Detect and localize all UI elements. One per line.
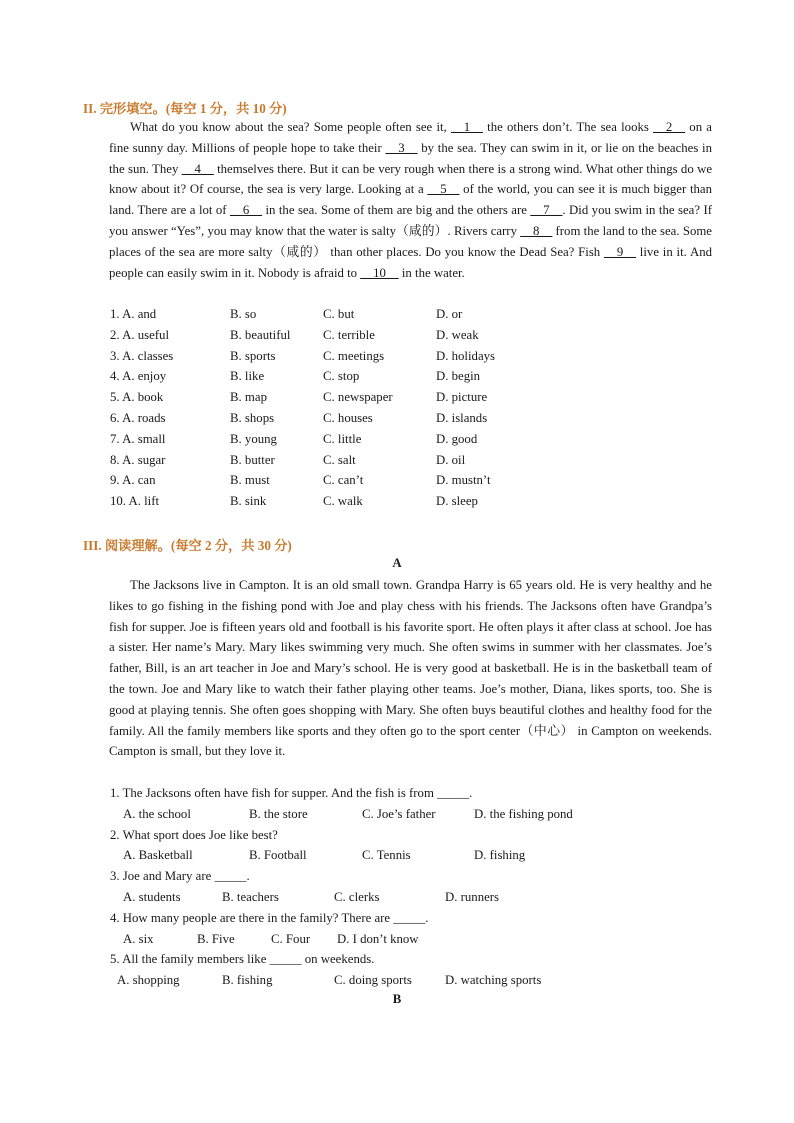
option-choice: D. picture — [436, 390, 488, 405]
answer-choice: B. the store — [249, 806, 308, 821]
answer-blank: __7__ — [530, 203, 563, 218]
option-choice: D. islands — [436, 411, 488, 425]
answer-choice: B. fishing — [222, 973, 273, 988]
answer-choice: A. shopping — [117, 973, 180, 988]
option-choice: 4. A. enjoy — [110, 369, 167, 384]
option-choice: B. young — [230, 431, 277, 446]
option-choice: D. sleep — [436, 494, 478, 509]
option-choice: 7. A. small — [110, 431, 166, 446]
question-text: 1. The Jacksons often have fish for supper. And the fish is from _____. — [110, 786, 473, 800]
answer-choice: C. clerks — [334, 890, 380, 904]
passage-text: on a fine sunny day. Millions of people hope to take their — [109, 120, 712, 155]
option-choice: 2. A. useful — [110, 327, 170, 342]
passage-text: in the water. — [398, 265, 465, 280]
answer-choice: A. students — [123, 890, 181, 904]
option-choice: C. walk — [323, 494, 363, 509]
option-choice: 9. A. can — [110, 473, 156, 488]
option-choice: C. newspaper — [323, 390, 393, 405]
option-choice: 5. A. book — [110, 390, 164, 405]
passage-text: live in it. And people can easily swim in it. Nobody is afraid to — [109, 244, 712, 280]
cloze-passage — [109, 117, 712, 283]
passage-text: from the land to the sea. Some places of the sea are more salty（咸的） than other places. Do you know the Dead Sea? Fish — [109, 223, 712, 259]
answer-choice: C. Four — [271, 931, 311, 946]
question-text: 2. What sport does Joe like best? — [110, 827, 278, 842]
passage-b-label: B — [392, 992, 402, 1006]
option-choice: B. must — [230, 473, 270, 488]
reading-passage-a: The Jacksons live in Campton. It is an old small town. Grandpa Harry is 65 years old. He is very healthy and he likes to go fishing in the fishing pond with Joe and play chess with his friends. The Jacksons often have Grandpa’s fish for supper. Joe is fifteen years old and football is his favorite sport. He often plays it after class at school. Joe has a sister. Her name’s Mary. Mary likes swimming very much. She often swims in summer with her classmates. Joe’s father, Bill, is an art teacher in Joe and Mary’s school. He is very good at basketball. He is in the basketball team of the town. Joe and Mary like to watch their father playing other teams. Joe’s mother, Diana, likes sports, too. She is good at playing tennis. She often goes shopping with Mary. She often buys beautiful clothes and healthy food for the family. All the family members like sports and they often go to the sport center（中心） in Campton on weekends. Campton is small, but they love it. — [109, 578, 712, 759]
passage-a-label: A — [392, 556, 402, 570]
option-choice: C. little — [323, 431, 362, 446]
answer-choice: A. the school — [123, 806, 191, 821]
option-choice: D. begin — [436, 369, 481, 384]
answer-blank: __9__ — [604, 244, 637, 259]
option-choice: B. beautiful — [230, 327, 291, 342]
answer-choice: C. doing sports — [334, 973, 412, 988]
answer-blank: __8__ — [520, 223, 553, 238]
passage-text: . Did you swim in the sea? If you answer “Yes”, you may know that the water is salty（咸的）. Rivers carry — [109, 203, 712, 238]
option-choice: C. terrible — [323, 327, 375, 342]
option-choice: 10. A. lift — [110, 494, 160, 509]
section-2-title: II. 完形填空。(每空 1 分，共 10 分) — [83, 101, 287, 116]
answer-blank: __4__ — [181, 161, 214, 176]
answer-choice: A. Basketball — [123, 848, 193, 863]
passage-text: in the sea. Some of them are big and the others are — [262, 203, 531, 218]
answer-blank: __1__ — [450, 120, 483, 134]
option-choice: B. shops — [230, 411, 275, 425]
section-3-title: III. 阅读理解。(每空 2 分，共 30 分) — [83, 538, 292, 553]
answer-blank: __5__ — [427, 182, 460, 197]
passage-text: themselves there. But it can be very rough when there is a strong wind. What other things do we know about it? Of course, the sea is very large. Looking at a — [109, 161, 712, 197]
option-choice: 1. A. and — [110, 307, 157, 321]
option-choice: C. meetings — [323, 348, 385, 363]
option-choice: B. sports — [230, 348, 276, 363]
answer-choice: A. six — [123, 931, 154, 946]
option-choice: D. oil — [436, 452, 466, 467]
answer-blank: __10__ — [360, 265, 399, 280]
option-choice: 6. A. roads — [110, 411, 166, 425]
answer-choice: C. Joe’s father — [362, 806, 436, 821]
option-choice: C. but — [323, 307, 355, 321]
answer-blank: __3__ — [385, 140, 418, 155]
question-text: 5. All the family members like _____ on weekends. — [110, 952, 375, 967]
answer-blank: __6__ — [230, 203, 263, 218]
answer-blank: __2__ — [653, 120, 686, 134]
answer-choice: D. runners — [445, 890, 500, 904]
answer-choice: D. the fishing pond — [474, 806, 573, 821]
option-choice: B. like — [230, 369, 265, 384]
answer-choice: D. I don’t know — [337, 931, 419, 946]
answer-choice: B. Football — [249, 848, 307, 863]
option-choice: B. map — [230, 390, 267, 405]
option-choice: B. sink — [230, 494, 267, 509]
passage-text: the others don’t. The sea looks — [482, 120, 654, 134]
option-choice: 8. A. sugar — [110, 452, 166, 467]
answer-choice: C. Tennis — [362, 848, 411, 863]
answer-choice: D. watching sports — [445, 973, 542, 988]
option-choice: C. can’t — [323, 473, 364, 488]
option-choice: D. holidays — [436, 348, 496, 363]
option-choice: D. good — [436, 431, 478, 446]
option-choice: D. or — [436, 307, 463, 321]
answer-choice: D. fishing — [474, 848, 526, 863]
passage-text: of the world, you can see it is much bigger than land. There are a lot of — [109, 182, 713, 218]
question-text: 4. How many people are there in the family? There are _____. — [110, 910, 429, 925]
option-choice: D. mustn’t — [436, 473, 491, 488]
option-choice: C. houses — [323, 411, 373, 425]
answer-choice: B. Five — [197, 931, 235, 946]
option-choice: C. stop — [323, 369, 360, 384]
passage-text: What do you know about the sea? Some people often see it, — [130, 120, 451, 134]
option-choice: 3. A. classes — [110, 348, 174, 363]
answer-choice: B. teachers — [222, 890, 279, 904]
option-choice: D. weak — [436, 327, 479, 342]
passage-text: by the sea. They can swim in it, or lie on the beaches in the sun. They — [109, 140, 713, 176]
option-choice: C. salt — [323, 452, 356, 467]
option-choice: B. so — [230, 307, 257, 321]
option-choice: B. butter — [230, 452, 275, 467]
question-text: 3. Joe and Mary are _____. — [110, 869, 250, 884]
